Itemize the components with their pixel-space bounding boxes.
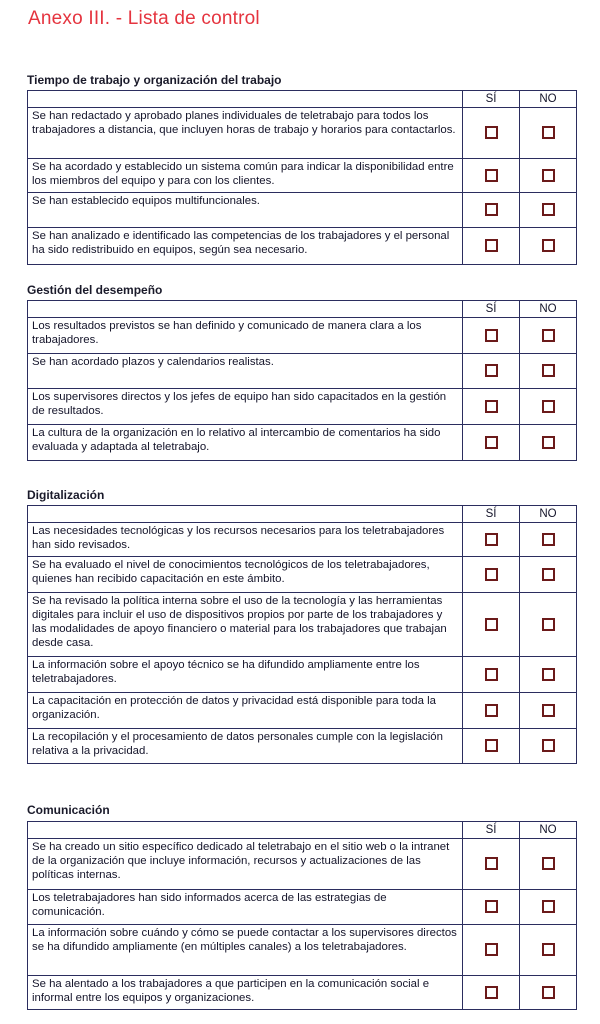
header-blank-cell	[28, 822, 463, 839]
table-row	[28, 593, 577, 657]
no-checkbox[interactable]	[542, 169, 555, 182]
no-checkbox[interactable]	[542, 364, 555, 377]
yes-checkbox[interactable]	[485, 943, 498, 956]
yes-checkbox[interactable]	[485, 900, 498, 913]
item-text: La capacitación en protección de datos y privacidad está disponible para toda la organización.	[28, 693, 463, 729]
item-text: Se han redactado y aprobado planes individuales de teletrabajo para todos los trabajadores a distancia, que incluyen horas de trabajo y horarios para contactarlos.	[28, 108, 463, 159]
table-row	[28, 193, 577, 228]
section-title: Gestión del desempeño	[27, 283, 163, 297]
header-blank-cell	[28, 301, 463, 318]
no-checkbox[interactable]	[542, 533, 555, 546]
table-row	[28, 389, 577, 425]
header-blank-cell	[28, 506, 463, 523]
checklist-table	[27, 821, 577, 1010]
item-text: Se ha creado un sitio específico dedicado al teletrabajo en el sitio web o la intranet de la organización que incluye información, recursos y actualizaciones de las políticas internas.	[28, 839, 463, 890]
table-header-row	[28, 822, 577, 839]
yes-checkbox[interactable]	[485, 704, 498, 717]
item-text: Se han analizado e identificado las competencias de los trabajadores y el personal ha sido redistribuido en equipos, según sea necesario.	[28, 228, 463, 265]
item-text: Los resultados previstos se han definido y comunicado de manera clara a los trabajadores.	[28, 318, 463, 354]
table-header-row	[28, 506, 577, 523]
section-title: Comunicación	[27, 803, 110, 817]
yes-checkbox[interactable]	[485, 126, 498, 139]
yes-checkbox[interactable]	[485, 364, 498, 377]
table-row	[28, 108, 577, 159]
no-checkbox[interactable]	[542, 436, 555, 449]
section-title: Tiempo de trabajo y organización del trabajo	[27, 73, 282, 87]
no-checkbox[interactable]	[542, 203, 555, 216]
no-column-header: NO	[520, 506, 577, 523]
item-text: Se ha revisado la política interna sobre el uso de la tecnología y las herramientas digitales para incluir el uso de dispositivos propios por parte de los trabajadores y las modalidades de apoyo financiero o material para los trabajadores que trabajan desde casa.	[28, 593, 463, 657]
yes-checkbox[interactable]	[485, 533, 498, 546]
yes-checkbox[interactable]	[485, 436, 498, 449]
no-checkbox[interactable]	[542, 568, 555, 581]
table-row	[28, 159, 577, 193]
no-checkbox[interactable]	[542, 986, 555, 999]
table-row	[28, 693, 577, 729]
yes-column-header: SÍ	[463, 506, 520, 523]
no-checkbox[interactable]	[542, 126, 555, 139]
table-row	[28, 729, 577, 764]
yes-checkbox[interactable]	[485, 986, 498, 999]
yes-checkbox[interactable]	[485, 618, 498, 631]
yes-checkbox[interactable]	[485, 739, 498, 752]
no-checkbox[interactable]	[542, 739, 555, 752]
yes-checkbox[interactable]	[485, 400, 498, 413]
item-text: La cultura de la organización en lo relativo al intercambio de comentarios ha sido evaluada y adaptada al teletrabajo.	[28, 425, 463, 461]
table-row	[28, 354, 577, 389]
table-row	[28, 228, 577, 265]
yes-checkbox[interactable]	[485, 568, 498, 581]
item-text: Los supervisores directos y los jefes de equipo han sido capacitados en la gestión de resultados.	[28, 389, 463, 425]
no-checkbox[interactable]	[542, 857, 555, 870]
no-checkbox[interactable]	[542, 704, 555, 717]
table-row	[28, 425, 577, 461]
table-row	[28, 925, 577, 976]
table-row	[28, 657, 577, 693]
no-checkbox[interactable]	[542, 618, 555, 631]
item-text: Los teletrabajadores han sido informados acerca de las estrategias de comunicación.	[28, 890, 463, 925]
no-checkbox[interactable]	[542, 400, 555, 413]
item-text: La información sobre el apoyo técnico se ha difundido ampliamente entre los teletrabajadores.	[28, 657, 463, 693]
table-row	[28, 976, 577, 1010]
no-checkbox[interactable]	[542, 239, 555, 252]
table-row	[28, 839, 577, 890]
table-row	[28, 890, 577, 925]
section-title: Digitalización	[27, 488, 105, 502]
checklist-table	[27, 300, 577, 461]
item-text: La información sobre cuándo y cómo se puede contactar a los supervisores directos se ha difundido ampliamente (en múltiples canales) a los teletrabajadores.	[28, 925, 463, 976]
table-header-row	[28, 301, 577, 318]
item-text: Se ha acordado y establecido un sistema común para indicar la disponibilidad entre los miembros del equipo y para con los clientes.	[28, 159, 463, 193]
yes-checkbox[interactable]	[485, 329, 498, 342]
yes-checkbox[interactable]	[485, 169, 498, 182]
yes-column-header: SÍ	[463, 91, 520, 108]
page-title: Anexo III. - Lista de control	[28, 8, 260, 29]
yes-column-header: SÍ	[463, 301, 520, 318]
yes-column-header: SÍ	[463, 822, 520, 839]
item-text: Se ha evaluado el nivel de conocimientos tecnológicos de los teletrabajadores, quienes han recibido capacitación en este ámbito.	[28, 557, 463, 593]
no-checkbox[interactable]	[542, 943, 555, 956]
table-header-row	[28, 91, 577, 108]
no-column-header: NO	[520, 301, 577, 318]
yes-checkbox[interactable]	[485, 668, 498, 681]
checklist-table	[27, 505, 577, 764]
table-row	[28, 557, 577, 593]
item-text: Se han acordado plazos y calendarios realistas.	[28, 354, 463, 389]
item-text: Se ha alentado a los trabajadores a que participen en la comunicación social e informal entre los equipos y organizaciones.	[28, 976, 463, 1010]
no-column-header: NO	[520, 822, 577, 839]
checklist-table	[27, 90, 577, 265]
item-text: La recopilación y el procesamiento de datos personales cumple con la legislación relativa a la privacidad.	[28, 729, 463, 764]
no-checkbox[interactable]	[542, 900, 555, 913]
table-row	[28, 318, 577, 354]
yes-checkbox[interactable]	[485, 203, 498, 216]
no-checkbox[interactable]	[542, 329, 555, 342]
yes-checkbox[interactable]	[485, 857, 498, 870]
table-row	[28, 523, 577, 557]
no-column-header: NO	[520, 91, 577, 108]
yes-checkbox[interactable]	[485, 239, 498, 252]
header-blank-cell	[28, 91, 463, 108]
item-text: Se han establecido equipos multifuncionales.	[28, 193, 463, 228]
item-text: Las necesidades tecnológicas y los recursos necesarios para los teletrabajadores han sido revisados.	[28, 523, 463, 557]
no-checkbox[interactable]	[542, 668, 555, 681]
